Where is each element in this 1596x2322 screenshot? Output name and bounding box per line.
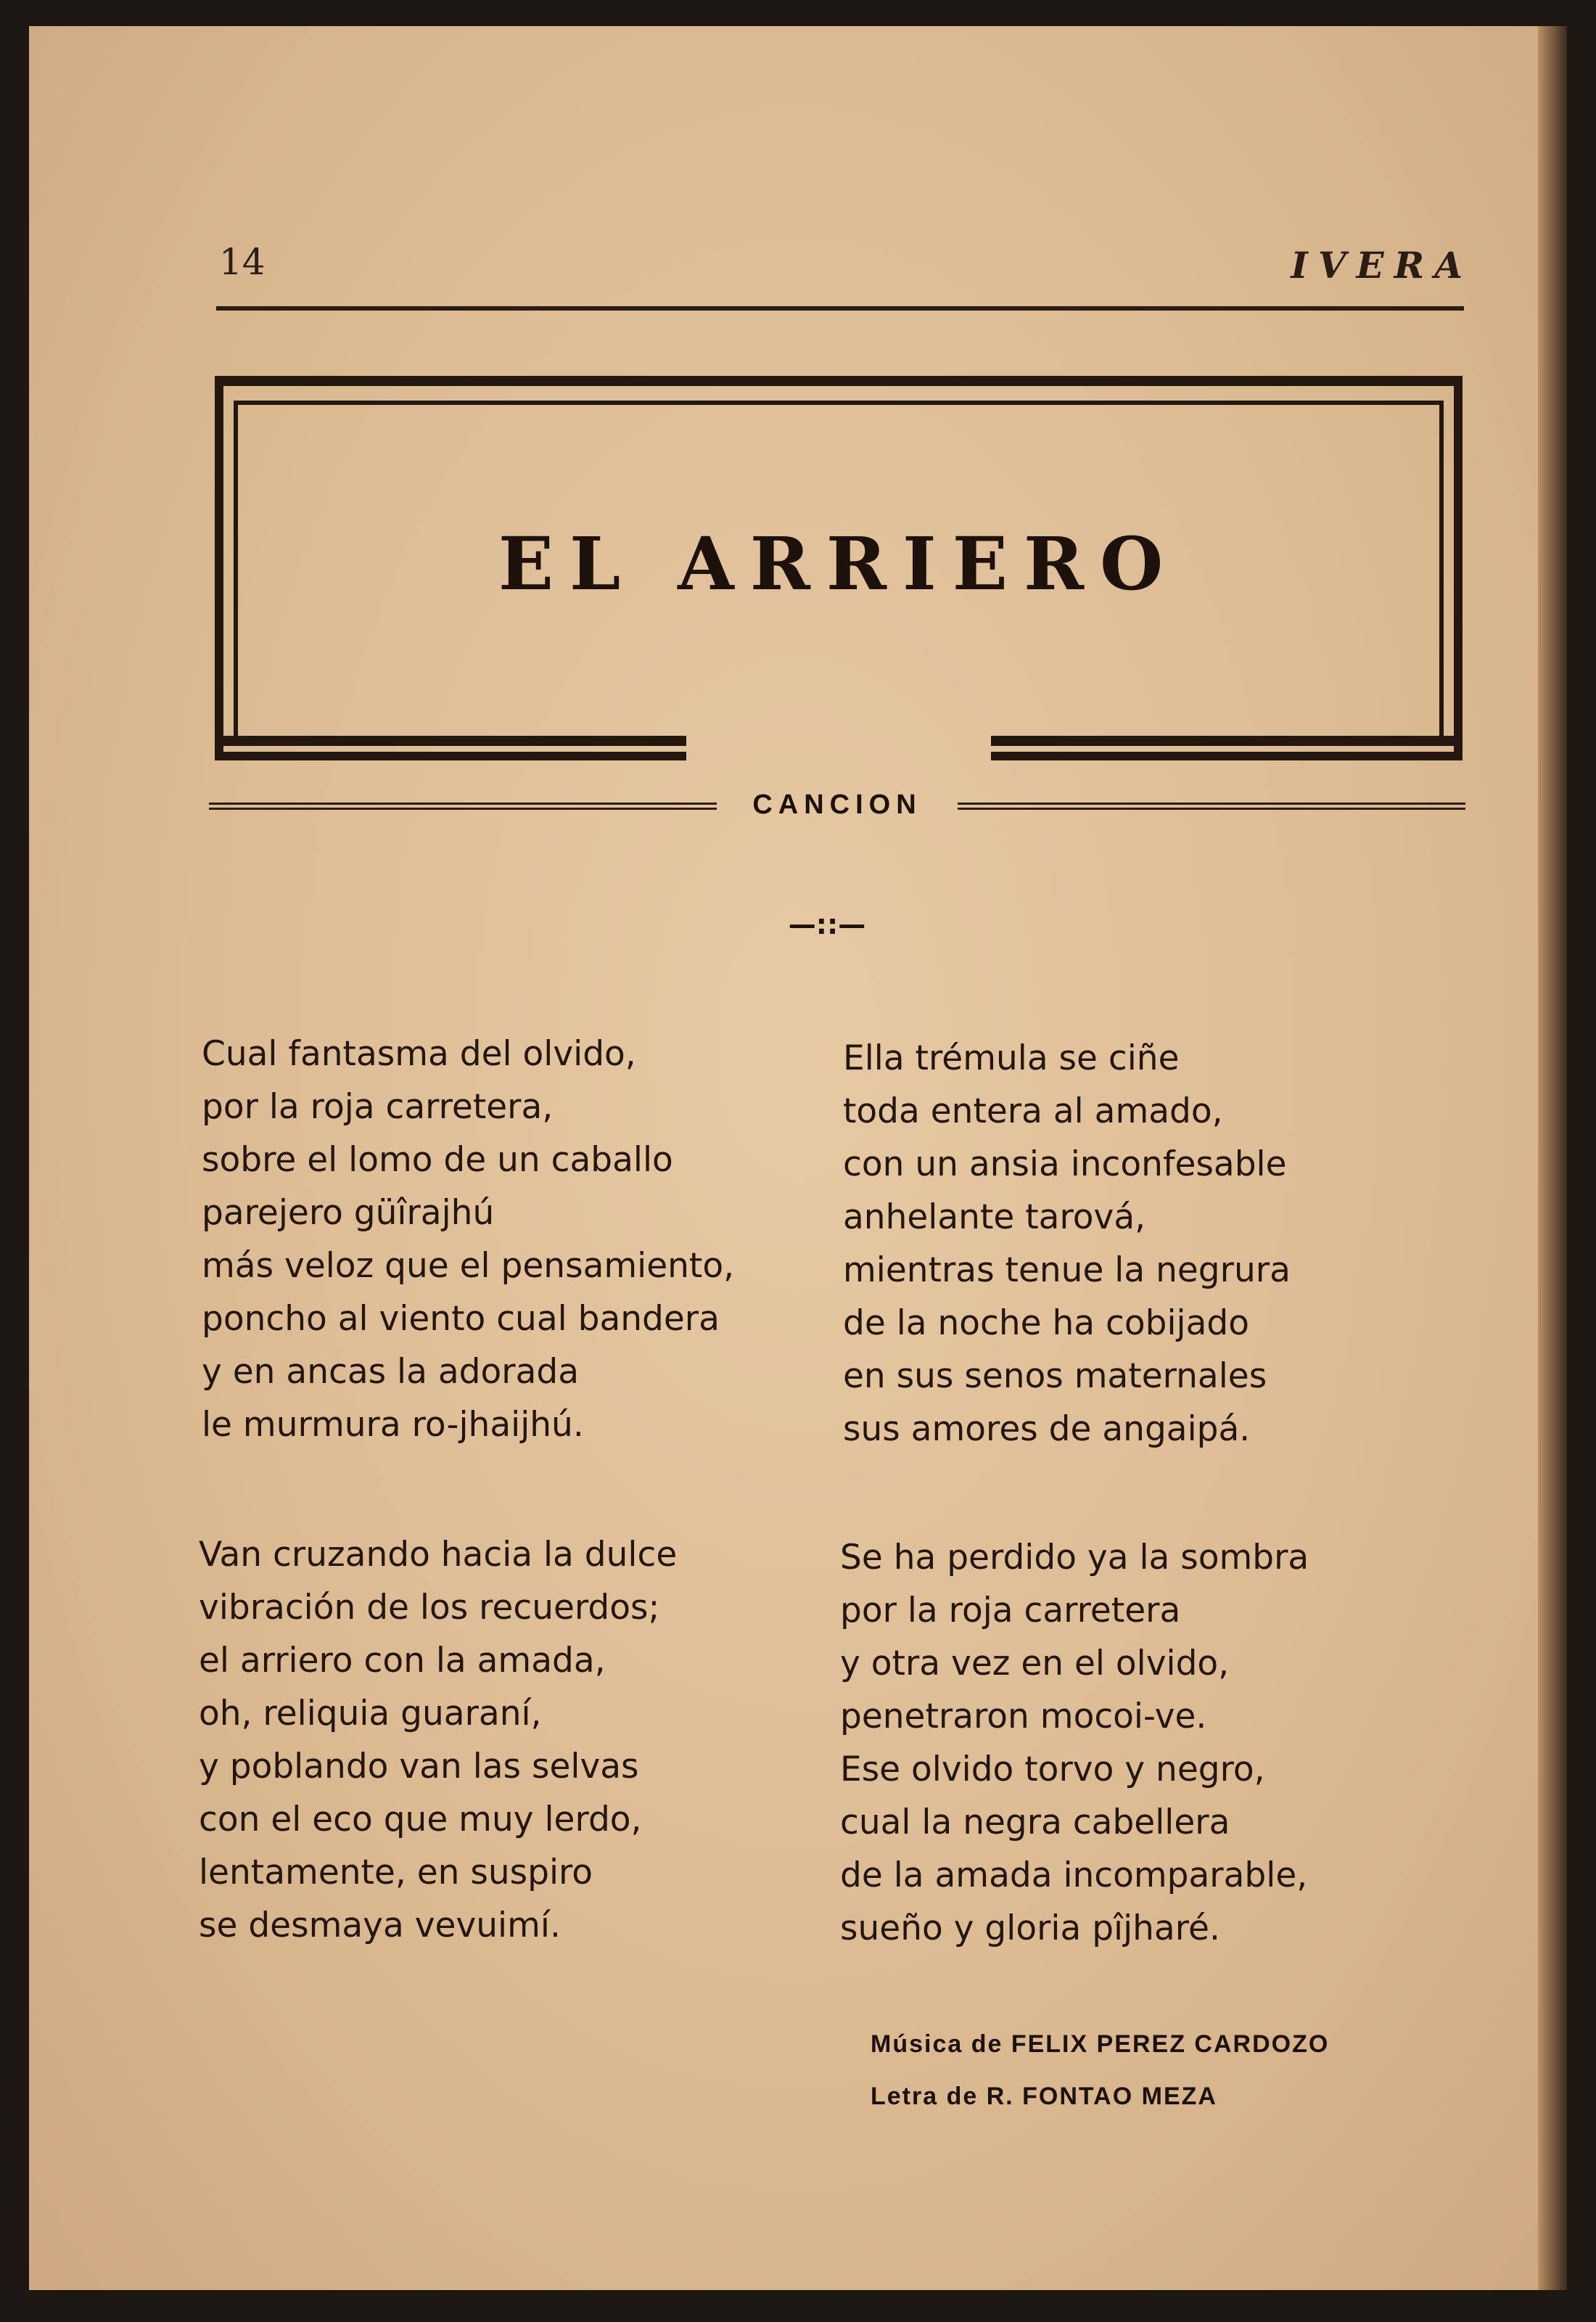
verse-line: le murmura ro-jhaijhú.: [202, 1405, 584, 1445]
stanza-2: [843, 1032, 1291, 1456]
frame-top-border: [215, 376, 1463, 386]
frame-bottom-left-border: [215, 736, 686, 746]
stanza-4: [840, 1531, 1309, 1955]
page-number: 14: [219, 241, 266, 283]
header-rule: [216, 306, 1464, 311]
frame-inner-top-border: [234, 401, 1444, 405]
verse-line: parejero güîrajhú: [202, 1193, 495, 1233]
verse-line: por la roja carretera,: [202, 1087, 554, 1127]
verse-line: mientras tenue la negrura: [843, 1250, 1291, 1290]
verse-line: sus amores de angaipá.: [843, 1409, 1251, 1449]
verse-line: Ella trémula se ciñe: [843, 1038, 1180, 1078]
verse-line: Van cruzando hacia la dulce: [199, 1535, 678, 1575]
verse-line: Se ha perdido ya la sombra: [840, 1538, 1309, 1578]
verse-line: y poblando van las selvas: [199, 1747, 639, 1786]
page-spine: [1538, 26, 1567, 2290]
frame-bottom-right-border-2: [991, 752, 1463, 760]
verse-line: toda entera al amado,: [843, 1091, 1223, 1131]
verse-line: lentamente, en suspiro: [199, 1853, 593, 1892]
song-title: EL ARRIERO: [498, 521, 1180, 607]
verse-line: sobre el lomo de un caballo: [202, 1140, 673, 1180]
music-credit: Música de FELIX PEREZ CARDOZO: [871, 2030, 1330, 2058]
verse-line: con un ansia inconfesable: [843, 1144, 1287, 1184]
running-head: IVERA: [1291, 244, 1473, 287]
verse-line: de la noche ha cobijado: [843, 1303, 1249, 1343]
verse-line: con el eco que muy lerdo,: [199, 1800, 642, 1839]
verse-line: Ese olvido torvo y negro,: [840, 1749, 1265, 1789]
frame-bottom-left-border-2: [215, 752, 686, 760]
verse-line: se desmaya vevuimí.: [199, 1905, 561, 1945]
verse-line: Cual fantasma del olvido,: [202, 1034, 636, 1074]
verse-line: sueño y gloria pîjharé.: [840, 1908, 1220, 1948]
stanza-1: [202, 1027, 734, 1451]
subtitle-rule-left: [209, 803, 717, 810]
verse-line: y otra vez en el olvido,: [840, 1644, 1230, 1683]
verse-line: y en ancas la adorada: [202, 1352, 580, 1392]
stanza-3: [199, 1528, 677, 1952]
magazine-page: [29, 26, 1567, 2290]
verse-line: poncho al viento cual bandera: [202, 1299, 720, 1339]
subtitle: CANCION: [752, 789, 922, 820]
verse-line: por la roja carretera: [840, 1591, 1181, 1630]
subtitle-rule-right: [958, 803, 1465, 810]
verse-line: el arriero con la amada,: [199, 1641, 606, 1681]
verse-line: más veloz que el pensamiento,: [202, 1246, 735, 1286]
verse-line: vibración de los recuerdos;: [199, 1588, 660, 1628]
verse-line: oh, reliquia guaraní,: [199, 1694, 542, 1734]
subtitle-row: [209, 784, 1465, 827]
lyrics-credit: Letra de R. FONTAO MEZA: [871, 2083, 1217, 2110]
verse-line: penetraron mocoi-ve.: [840, 1697, 1207, 1736]
verse-line: de la amada incomparable,: [840, 1855, 1308, 1895]
frame-bottom-right-border: [991, 736, 1463, 746]
verse-line: anhelante tarová,: [843, 1197, 1146, 1237]
verse-line: en sus senos maternales: [843, 1356, 1267, 1396]
verse-line: cual la negra cabellera: [840, 1802, 1230, 1842]
ornament-divider: —::—: [788, 908, 866, 940]
title-frame: [215, 376, 1463, 760]
